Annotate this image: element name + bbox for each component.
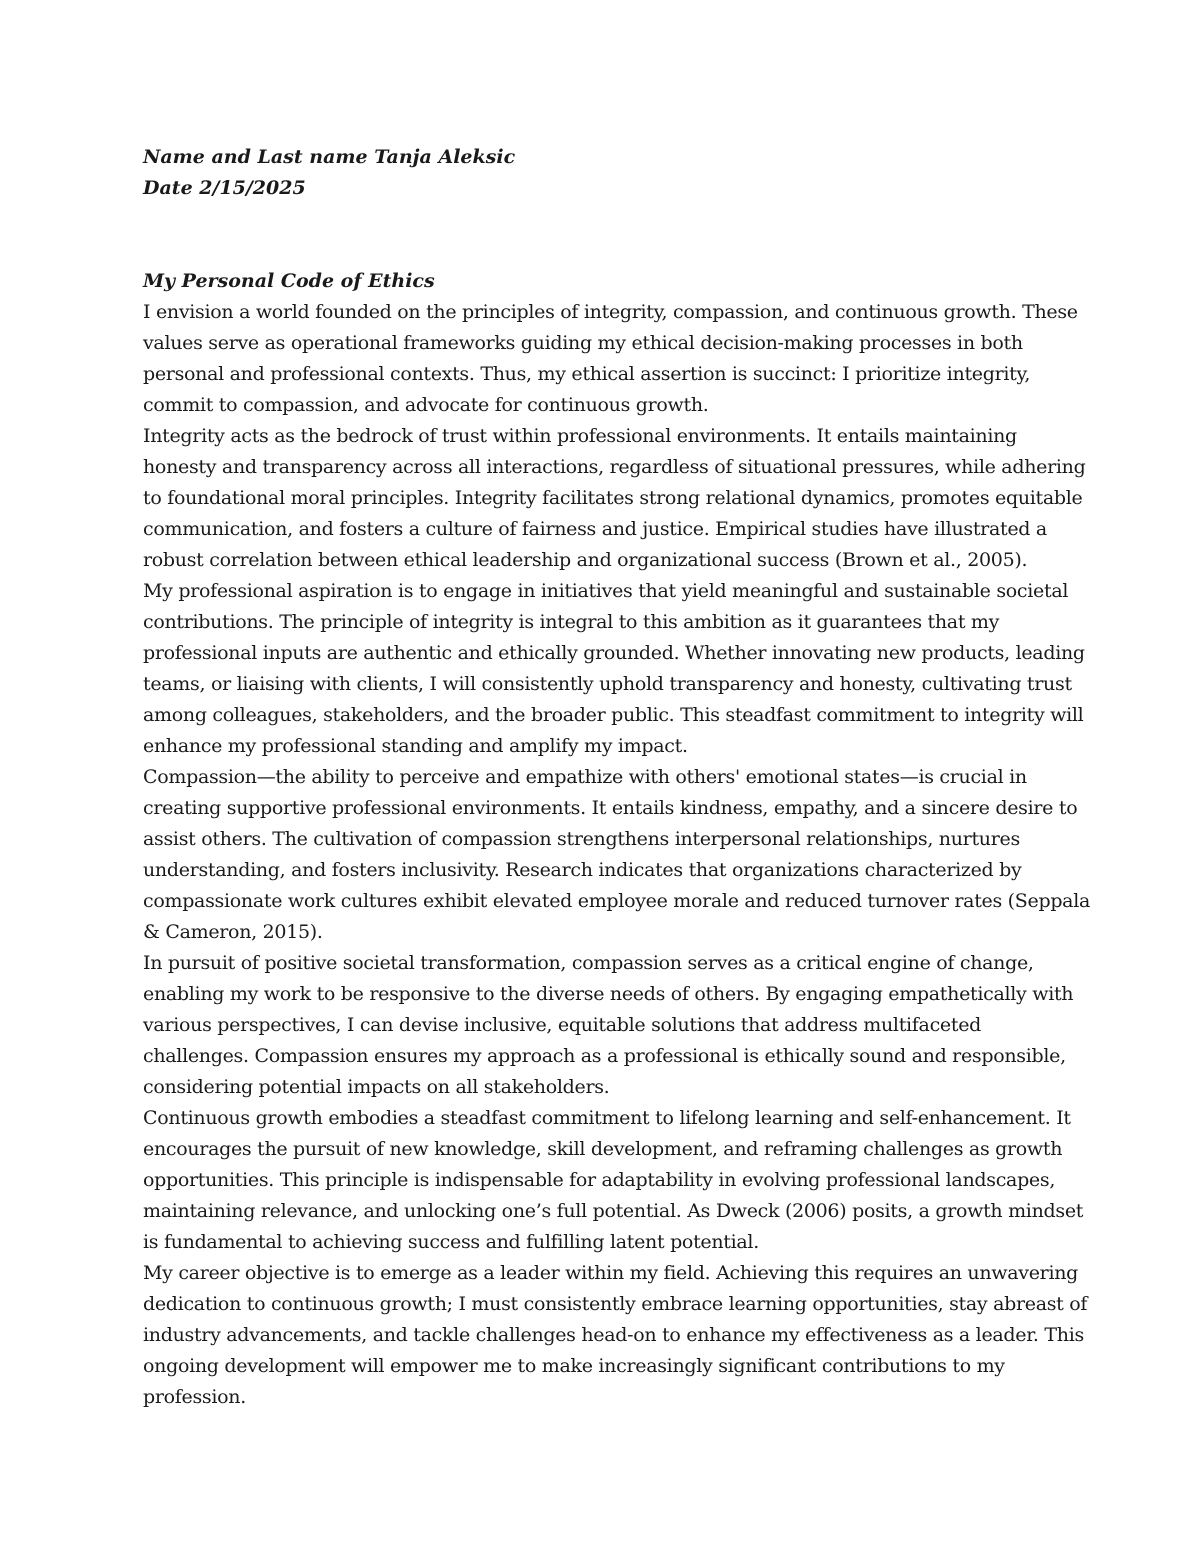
date-line: Date 2/15/2025	[143, 177, 306, 199]
paragraph-intro: I envision a world founded on the principles of integrity, compassion, and continuous growth. These values serve as operational frameworks guiding my ethical decision-making processes in both personal and professional contexts. Thus, my ethical assertion is succinct: I prioritize integrity, commit to compassion, and advocate for continuous growth.	[143, 301, 1078, 416]
document-body	[143, 266, 1091, 1413]
document-header	[143, 142, 1083, 204]
paragraph-compassion-change: In pursuit of positive societal transformation, compassion serves as a critical engine of change, enabling my work to be responsive to the diverse needs of others. By engaging empathetically with various perspectives, I can devise inclusive, equitable solutions that address multifaceted challenges. Compassion ensures my approach as a professional is ethically sound and responsible, considering potential impacts on all stakeholders.	[143, 952, 1074, 1098]
paragraph-integrity-aspiration: My professional aspiration is to engage in initiatives that yield meaningful and sustainable societal contributions. The principle of integrity is integral to this ambition as it guarantees that my professional inputs are authentic and ethically grounded. Whether innovating new products, leading teams, or liaising with clients, I will consistently uphold transparency and honesty, cultivating trust among colleagues, stakeholders, and the broader public. This steadfast commitment to integrity will enhance my professional standing and amplify my impact.	[143, 580, 1085, 757]
author-name-line: Name and Last name Tanja Aleksic	[143, 146, 516, 168]
paragraph-career-objective: My career objective is to emerge as a leader within my field. Achieving this requires an unwavering dedication to continuous growth; I must consistently embrace learning opportunities, stay abreast of industry advancements, and tackle challenges head-on to enhance my effectiveness as a leader. This ongoing development will empower me to make increasingly significant contributions to my profession.	[143, 1262, 1088, 1408]
paragraph-growth: Continuous growth embodies a steadfast commitment to lifelong learning and self-enhancement. It encourages the pursuit of new knowledge, skill development, and reframing challenges as growth opportunities. This principle is indispensable for adaptability in evolving professional landscapes, maintaining relevance, and unlocking one’s full potential. As Dweck (2006) posits, a growth mindset is fundamental to achieving success and fulfilling latent potential.	[143, 1107, 1084, 1253]
paragraph-compassion: Compassion—the ability to perceive and empathize with others' emotional states—is crucial in creating supportive professional environments. It entails kindness, empathy, and a sincere desire to assist others. The cultivation of compassion strengthens interpersonal relationships, nurtures understanding, and fosters inclusivity. Research indicates that organizations characterized by compassionate work cultures exhibit elevated employee morale and reduced turnover rates (Seppala & Cameron, 2015).	[143, 766, 1091, 943]
document-title: My Personal Code of Ethics	[143, 270, 435, 292]
paragraph-integrity: Integrity acts as the bedrock of trust within professional environments. It entails maintaining honesty and transparency across all interactions, regardless of situational pressures, while adhering to foundational moral principles. Integrity facilitates strong relational dynamics, promotes equitable communication, and fosters a culture of fairness and justice. Empirical studies have illustrated a robust correlation between ethical leadership and organizational success (Brown et al., 2005).	[143, 425, 1086, 571]
